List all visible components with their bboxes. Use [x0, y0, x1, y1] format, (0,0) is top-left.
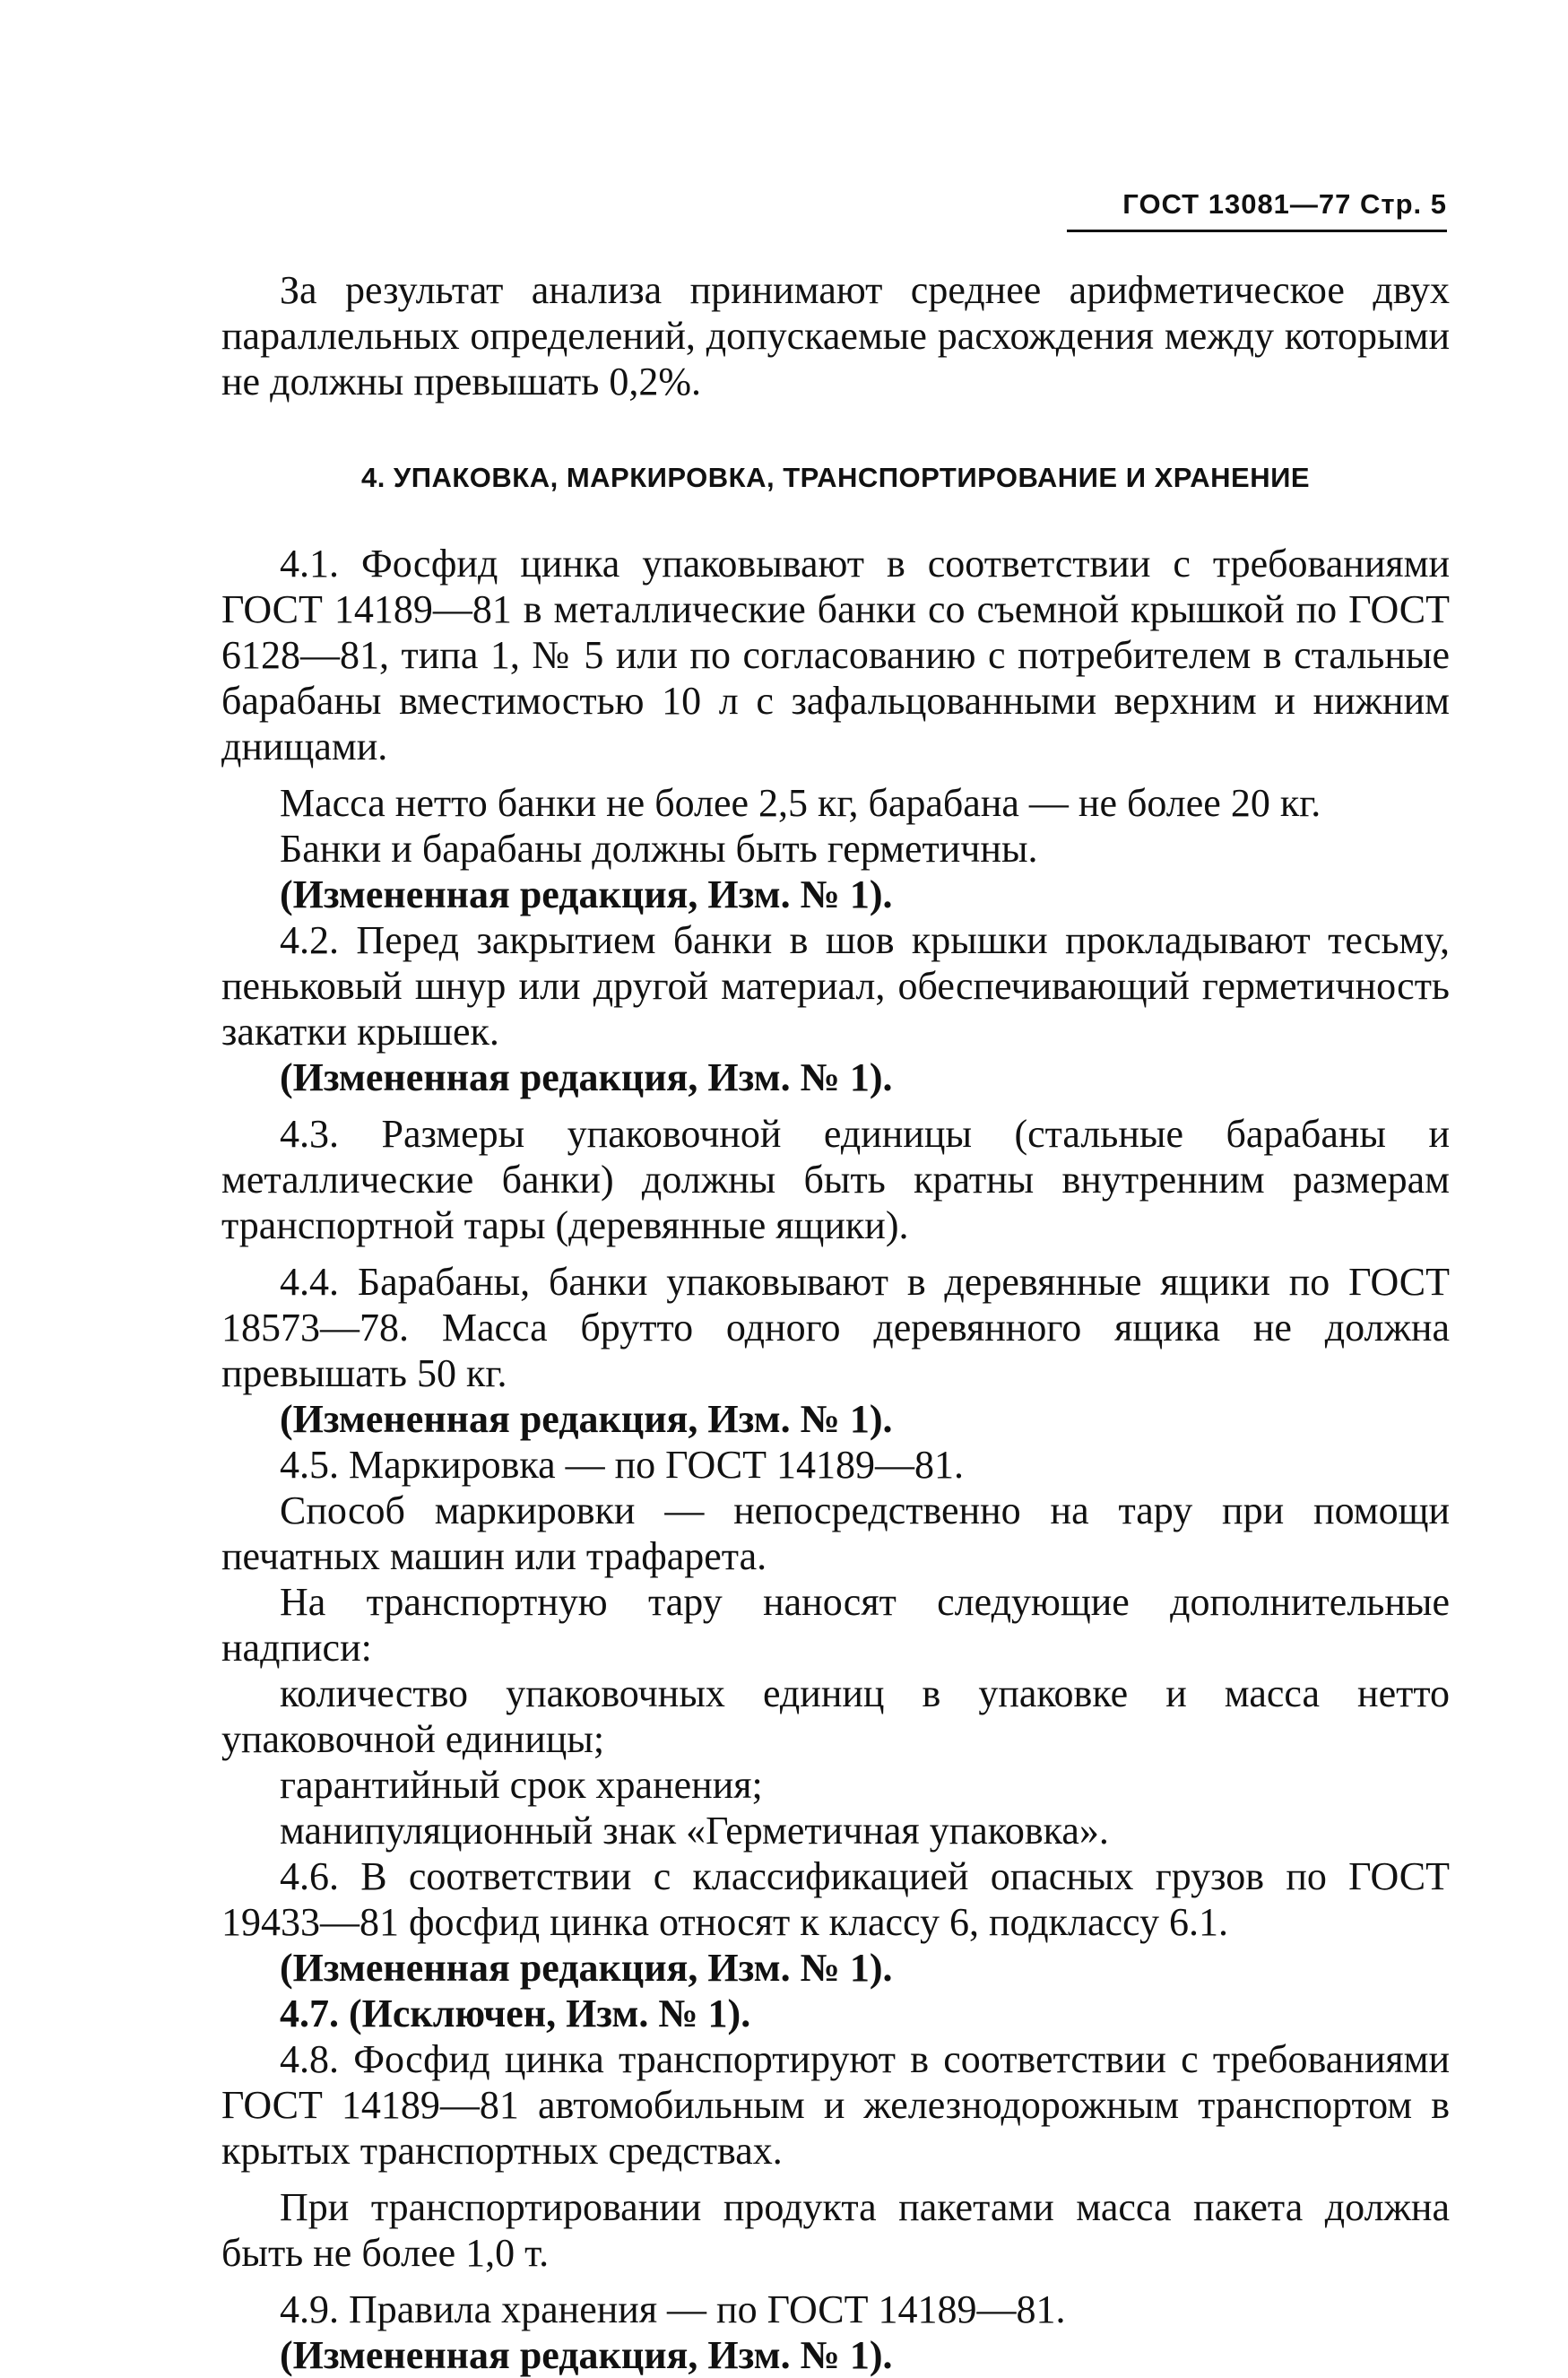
paragraph-4-5-item: количество упаковочных единиц в упаковке и масса нетто упаковочной единицы; [221, 1671, 1450, 1761]
amendment-note: (Измененная редакция, Изм. № 1). [280, 1946, 893, 1990]
document-body [221, 267, 1450, 2378]
paragraph-4-8: 4.8. Фосфид цинка транспортируют в соответствии с требованиями ГОСТ 14189—81 автомобильным и железнодорожным транспортом в крытых транспортных средствах. [221, 2037, 1450, 2173]
paragraph-4-1-sealed: Банки и барабаны должны быть герметичны. [280, 827, 1038, 871]
paragraph-4-4: 4.4. Барабаны, банки упаковывают в деревянные ящики по ГОСТ 18573—78. Масса брутто одного деревянного ящика не должна превышать 50 кг. [221, 1260, 1450, 1395]
paragraph-4-2: 4.2. Перед закрытием банки в шов крышки прокладывают тесьму, пеньковый шнур или другой материал, обеспечивающий герметичность закатки крышек. [221, 918, 1450, 1054]
intro-paragraph: За результат анализа принимают среднее арифметическое двух параллельных определений, допускаемые расхождения между которыми не должны превышать 0,2%. [221, 268, 1450, 404]
paragraph-4-9: 4.9. Правила хранения — по ГОСТ 14189—81. [280, 2287, 1066, 2331]
amendment-note: (Измененная редакция, Изм. № 1). [280, 2333, 893, 2377]
paragraph-4-5: 4.5. Маркировка — по ГОСТ 14189—81. [280, 1443, 965, 1487]
paragraph-4-5-method: Способ маркировки — непосредственно на тару при помощи печатных машин или трафарета. [221, 1488, 1450, 1578]
section-title: 4. УПАКОВКА, МАРКИРОВКА, ТРАНСПОРТИРОВАНИЕ И ХРАНЕНИЕ [360, 462, 1311, 493]
paragraph-4-6: 4.6. В соответствии с классификацией опасных грузов по ГОСТ 19433—81 фосфид цинка относят к классу 6, подклассу 6.1. [221, 1854, 1450, 1944]
paragraph-4-5-item: гарантийный срок хранения; [280, 1763, 763, 1807]
amendment-note: (Измененная редакция, Изм. № 1). [280, 1397, 893, 1441]
paragraph-4-3: 4.3. Размеры упаковочной единицы (стальные барабаны и металлические банки) должны быть кратны внутренним размерам транспортной тары (деревянные ящики). [221, 1112, 1450, 1247]
paragraph-4-5-extra: На транспортную тару наносят следующие дополнительные надписи: [221, 1580, 1450, 1670]
paragraph-4-5-item: манипуляционный знак «Герметичная упаковка». [280, 1809, 1109, 1853]
page-header: ГОСТ 13081—77 Стр. 5 [1067, 188, 1447, 232]
paragraph-4-8-pack: При транспортировании продукта пакетами масса пакета должна быть не более 1,0 т. [221, 2185, 1450, 2275]
amendment-note: (Измененная редакция, Изм. № 1). [280, 1055, 893, 1099]
paragraph-4-1-mass: Масса нетто банки не более 2,5 кг, барабана — не более 20 кг. [280, 781, 1321, 825]
paragraph-4-1: 4.1. Фосфид цинка упаковывают в соответствии с требованиями ГОСТ 14189—81 в металлические банки со съемной крышкой по ГОСТ 6128—81, типа 1, № 5 или по согласованию с потребителем в стальные барабаны вместимостью 10 л с зафальцованными верхним и нижним днищами. [221, 542, 1450, 768]
paragraph-4-7: 4.7. (Исключен, Изм. № 1). [280, 1992, 751, 2035]
amendment-note: (Измененная редакция, Изм. № 1). [280, 872, 893, 916]
